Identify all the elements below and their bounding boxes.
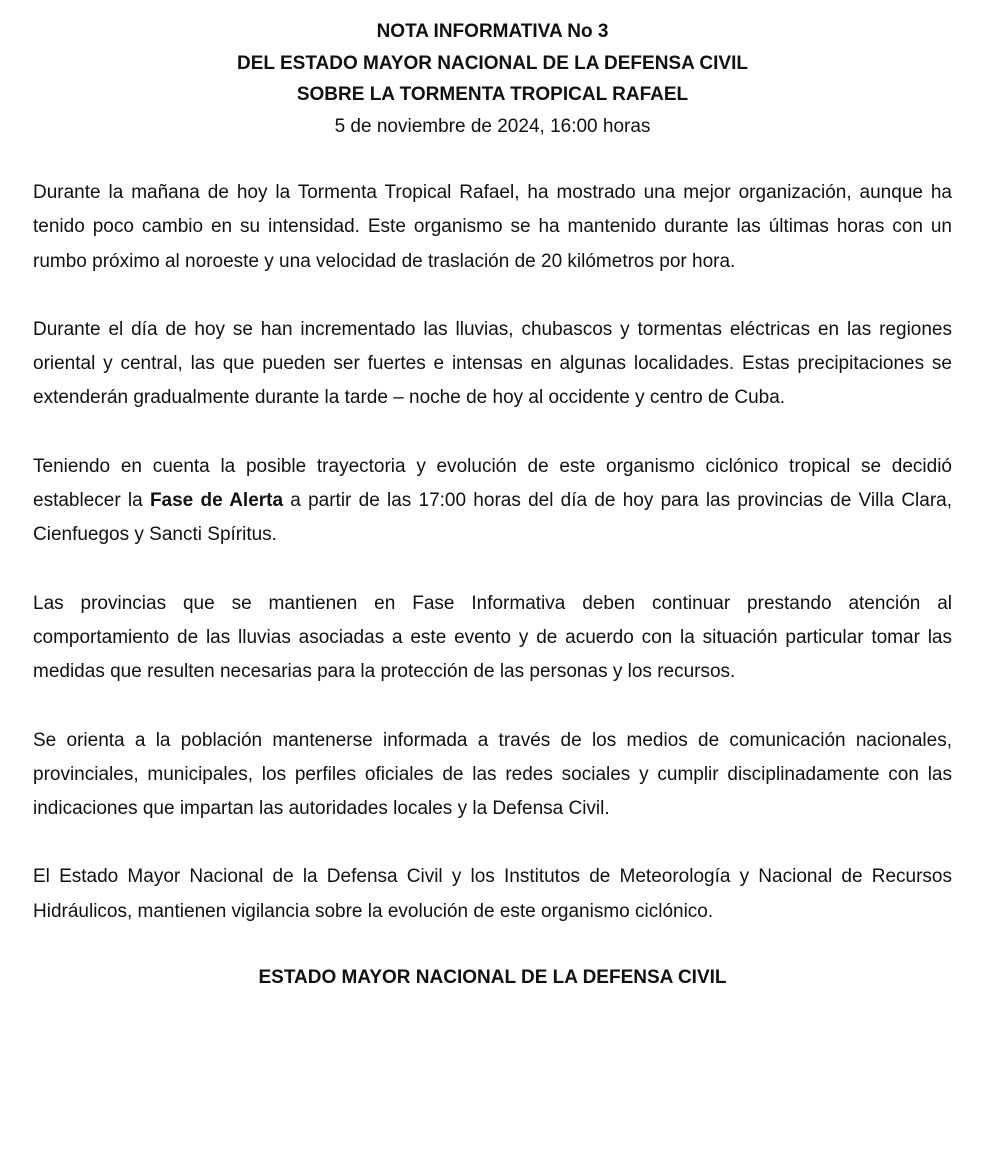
paragraph-population-guidance: Se orienta a la población mantenerse informada a través de los medios de comunicación nacionales, provinciales, municipales, los perfiles oficiales de las redes sociales y cumplir disciplinadamente con las indicaciones que impartan las autoridades locales y la Defensa Civil.	[33, 729, 952, 820]
alert-phase-text-after: a partir de las 17:00 horas del día de hoy para las provincias de Villa Clara, Cienfuegos y Sancti Spíritus.	[33, 490, 952, 546]
document-subject: SOBRE LA TORMENTA TROPICAL RAFAEL	[296, 84, 689, 105]
paragraph-informative-phase: Las provincias que se mantienen en Fase Informativa deben continuar prestando atención al comportamiento de las lluvias asociadas a este evento y de acuerdo con la situación particular tomar las medidas que resulten necesarias para la protección de las personas y los recursos.	[33, 592, 952, 683]
alert-phase-highlight: Fase de Alerta	[149, 490, 284, 512]
alert-phase-text-before: Teniendo en cuenta la posible trayectoria y evolución de este organismo ciclónico tropical se decidió establecer la	[33, 455, 952, 512]
document-date: 5 de noviembre de 2024, 16:00 horas	[334, 115, 651, 137]
document-signature: ESTADO MAYOR NACIONAL DE LA DEFENSA CIVIL	[258, 967, 727, 989]
document-header	[33, 0, 952, 142]
paragraph-surveillance: El Estado Mayor Nacional de la Defensa Civil y los Institutos de Meteorología y Nacional de Recursos Hidráulicos, mantienen vigilancia sobre la evolución de este organismo ciclónico.	[33, 866, 952, 922]
document-issuer: DEL ESTADO MAYOR NACIONAL DE LA DEFENSA CIVIL	[237, 52, 748, 74]
paragraph-rainfall: Durante el día de hoy se han incrementado las lluvias, chubascos y tormentas eléctricas en las regiones oriental y central, las que pueden ser fuertes e intensas en algunas localidades. Estas precipitaciones se extenderán gradualmente durante la tarde – noche de hoy al occidente y centro de Cuba.	[33, 318, 952, 409]
paragraph-storm-status: Durante la mañana de hoy la Tormenta Tropical Rafael, ha mostrado una mejor organización, aunque ha tenido poco cambio en su intensidad. Este organismo se ha mantenido durante las últimas horas con un rumbo próximo al noroeste y una velocidad de traslación de 20 kilómetros por hora.	[33, 182, 952, 272]
paragraph-alert-phase	[33, 450, 952, 553]
document-title: NOTA INFORMATIVA No 3	[376, 21, 609, 42]
